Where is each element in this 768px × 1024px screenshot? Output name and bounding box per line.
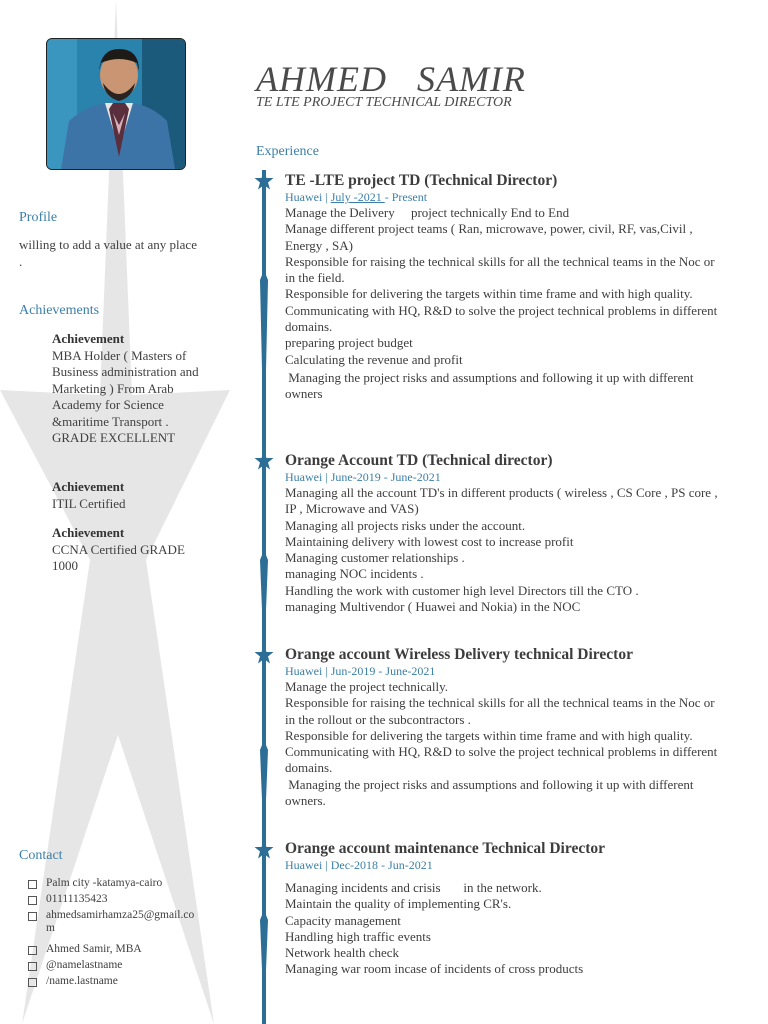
job-line: Handling the work with customer high level Directors till the CTO .	[285, 582, 639, 598]
job-line: Managing all projects risks under the account.	[285, 517, 526, 533]
achievement-text: ITIL Certified	[52, 495, 126, 511]
bullet-icon	[28, 912, 37, 921]
job-entry	[285, 646, 725, 809]
bullet-icon	[28, 978, 37, 987]
job-line: Calculating the revenue and profit	[285, 351, 463, 367]
contact-linkedin[interactable]: Ahmed Samir, MBA	[28, 943, 228, 956]
bullet-icon	[28, 896, 37, 905]
experience-heading: Experience	[256, 144, 319, 159]
job-meta: Huawei | July -2021 - Present	[285, 190, 428, 204]
job-line: Managing the project risks and assumptions and following it up with different owners.	[285, 776, 697, 809]
job-line: Manage the project technically.	[285, 679, 449, 694]
job-description	[285, 679, 725, 809]
bullet-icon	[28, 962, 37, 971]
job-line: Network health check	[285, 945, 400, 961]
job-meta: Huawei | June-2019 - June-2021	[285, 470, 441, 484]
job-entry	[285, 172, 725, 403]
job-line: Responsible for delivering the targets within time frame and with high quality.	[285, 727, 693, 743]
achievement-text: CCNA Certified GRADE 1000	[52, 541, 185, 573]
job-line: Responsible for raising the technical skills for all the technical teams in the Noc or in the field.	[285, 253, 718, 286]
job-title-subtitle: TE LTE PROJECT TECHNICAL DIRECTOR	[256, 95, 512, 110]
job-meta: Huawei | Jun-2019 - June-2021	[285, 664, 436, 678]
job-title: TE -LTE project TD (Technical Director)	[285, 172, 558, 189]
profile-heading: Profile	[19, 210, 58, 225]
job-line: Responsible for raising the technical skills for all the technical teams in the Noc or in the rollout or the subcontractors .	[285, 695, 718, 727]
contact-twitter[interactable]: @namelastname	[28, 959, 228, 972]
contact-address: Palm city -katamya-cairo	[28, 877, 228, 890]
achievement-text: MBA Holder ( Masters of Business administration and Marketing ) From Arab Academy for Science &maritime Transport . GRADE EXCELLENT	[52, 347, 199, 445]
contact-heading: Contact	[19, 848, 63, 863]
contact-facebook[interactable]: /name.lastname	[28, 975, 228, 988]
experience-timeline	[252, 170, 276, 1024]
job-title: Orange Account TD (Technical director)	[285, 452, 553, 469]
contact-email[interactable]: ahmedsamirhamza25@gmail.com	[28, 909, 228, 935]
job-description	[285, 205, 725, 403]
job-description	[285, 880, 725, 978]
achievement-item	[52, 479, 212, 512]
achievement-title: Achievement	[52, 479, 125, 494]
achievements-heading: Achievements	[19, 303, 100, 318]
job-line: Managing the project risks and assumptions and following it up with different owners	[285, 369, 697, 402]
job-line: Handling high traffic events	[285, 928, 431, 944]
job-line: preparing project budget	[285, 335, 413, 351]
job-line: Communicating with HQ, R&D to solve the project technical problems in different domains.	[285, 744, 721, 776]
contact-phone[interactable]: 01111135423	[28, 893, 228, 906]
achievement-item	[52, 331, 212, 447]
achievement-title: Achievement	[52, 331, 125, 346]
job-line: Communicating with HQ, R&D to solve the project technical problems in different domains.	[285, 302, 721, 335]
contact-list	[28, 877, 228, 991]
profile-text: willing to add a value at any place .	[19, 237, 197, 269]
job-line: managing Multivendor ( Huawei and Nokia) in the NOC	[285, 599, 581, 615]
job-meta: Huawei | Dec-2018 - Jun-2021	[285, 858, 433, 872]
job-line: Responsible for delivering the targets within time frame and with high quality.	[285, 286, 693, 302]
job-line: managing NOC incidents .	[285, 566, 424, 582]
job-line: Maintain the quality of implementing CR's.	[285, 896, 512, 912]
job-period-link[interactable]: July -2021	[330, 190, 385, 204]
achievement-item	[52, 525, 212, 575]
job-title: Orange account Wireless Delivery technical Director	[285, 646, 633, 663]
job-line: Manage different project teams ( Ran, microwave, power, civil, RF, vas,Civil , Energy , SA)	[285, 221, 696, 253]
job-line: Maintaining delivery with lowest cost to increase profit	[285, 533, 574, 549]
person-name: AHMED SAMIR	[256, 59, 526, 99]
job-line: Manage the Delivery project technically End to End	[285, 205, 570, 220]
achievement-title: Achievement	[52, 525, 125, 540]
job-entry	[285, 452, 725, 615]
bullet-icon	[28, 946, 37, 955]
bullet-icon	[28, 880, 37, 889]
job-line: Managing customer relationships .	[285, 550, 465, 566]
job-entry	[285, 840, 725, 978]
job-line: Managing all the account TD's in different products ( wireless , CS Core , PS core , IP , Microwave and VAS)	[285, 485, 721, 517]
job-line: Managing war room incase of incidents of cross products	[285, 961, 584, 977]
job-line: Managing incidents and crisis in the network.	[285, 880, 542, 895]
job-line: Capacity management	[285, 912, 401, 928]
profile-photo	[46, 38, 186, 170]
job-description	[285, 485, 725, 615]
job-title: Orange account maintenance Technical Director	[285, 840, 606, 857]
